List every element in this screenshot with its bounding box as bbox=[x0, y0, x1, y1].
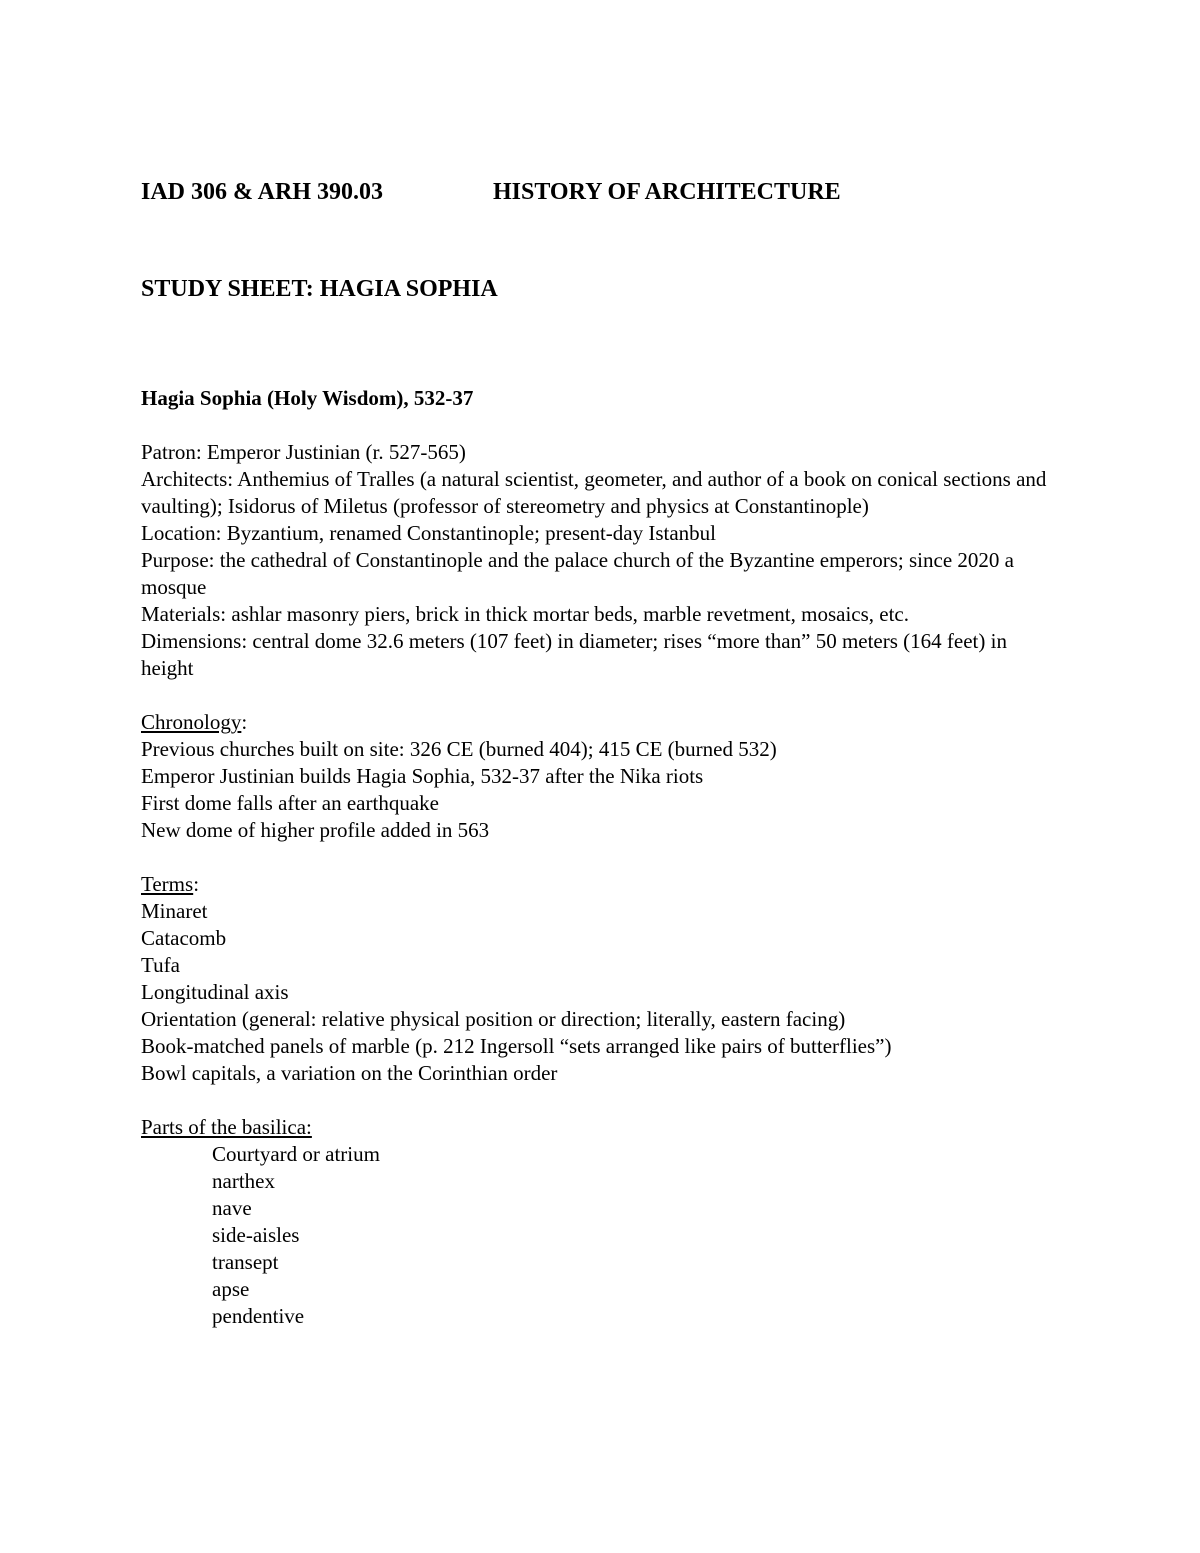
fact-patron: Patron: Emperor Justinian (r. 527-565) bbox=[141, 440, 466, 464]
basilica-part-item: narthex bbox=[212, 1169, 275, 1193]
term-item: Book-matched panels of marble (p. 212 Ingersoll “sets arranged like pairs of butterflies”) bbox=[141, 1034, 892, 1058]
basilica-part-item: Courtyard or atrium bbox=[212, 1142, 380, 1166]
term-item: Tufa bbox=[141, 953, 180, 977]
term-item: Minaret bbox=[141, 899, 208, 923]
basilica-part-item: apse bbox=[212, 1277, 250, 1301]
course-code: IAD 306 & ARH 390.03 bbox=[141, 179, 384, 205]
spacer bbox=[141, 1087, 1061, 1114]
chronology-item: New dome of higher profile added in 563 bbox=[141, 818, 490, 842]
building-heading: Hagia Sophia (Holy Wisdom), 532-37 bbox=[141, 386, 474, 410]
fact-dimensions: Dimensions: central dome 32.6 meters (107 feet) in diameter; rises “more than” 50 meters (164 feet) in height bbox=[141, 629, 1007, 680]
term-item: Orientation (general: relative physical position or direction; literally, eastern facing) bbox=[141, 1007, 846, 1031]
spacer bbox=[141, 682, 1061, 709]
fact-architects: Architects: Anthemius of Tralles (a natural scientist, geometer, and author of a book on conical sections and vaulting); Isidorus of Miletus (professor of stereometry and physics at Constantinople) bbox=[141, 467, 1047, 518]
fact-location: Location: Byzantium, renamed Constantinople; present-day Istanbul bbox=[141, 521, 717, 545]
spacer bbox=[141, 412, 1061, 439]
basilica-part-item: pendentive bbox=[212, 1304, 305, 1328]
fact-materials: Materials: ashlar masonry piers, brick in thick mortar beds, marble revetment, mosaics, etc. bbox=[141, 602, 910, 626]
terms-heading-colon: : bbox=[193, 872, 200, 896]
spacer bbox=[141, 844, 1061, 871]
chronology-item: Previous churches built on site: 326 CE (burned 404); 415 CE (burned 532) bbox=[141, 737, 777, 761]
basilica-part-item: side-aisles bbox=[212, 1223, 300, 1247]
chronology-heading bbox=[141, 709, 1061, 736]
terms-heading bbox=[141, 871, 1061, 898]
chronology-item: First dome falls after an earthquake bbox=[141, 791, 439, 815]
chronology-heading-colon: : bbox=[241, 710, 248, 734]
basilica-parts-heading: Parts of the basilica: bbox=[141, 1115, 312, 1139]
study-sheet-title: STUDY SHEET: HAGIA SOPHIA bbox=[141, 276, 498, 302]
fact-purpose: Purpose: the cathedral of Constantinople and the palace church of the Byzantine emperors; since 2020 a mosque bbox=[141, 548, 1014, 599]
term-item: Longitudinal axis bbox=[141, 980, 289, 1004]
document-body bbox=[141, 385, 1061, 1330]
terms-heading-text: Terms bbox=[141, 872, 194, 896]
chronology-heading-text: Chronology bbox=[141, 710, 242, 734]
term-item: Catacomb bbox=[141, 926, 227, 950]
chronology-item: Emperor Justinian builds Hagia Sophia, 532-37 after the Nika riots bbox=[141, 764, 704, 788]
course-header bbox=[141, 176, 841, 208]
term-item: Bowl capitals, a variation on the Corinthian order bbox=[141, 1061, 558, 1085]
basilica-part-item: transept bbox=[212, 1250, 279, 1274]
basilica-part-item: nave bbox=[212, 1196, 252, 1220]
course-title: HISTORY OF ARCHITECTURE bbox=[493, 179, 841, 205]
